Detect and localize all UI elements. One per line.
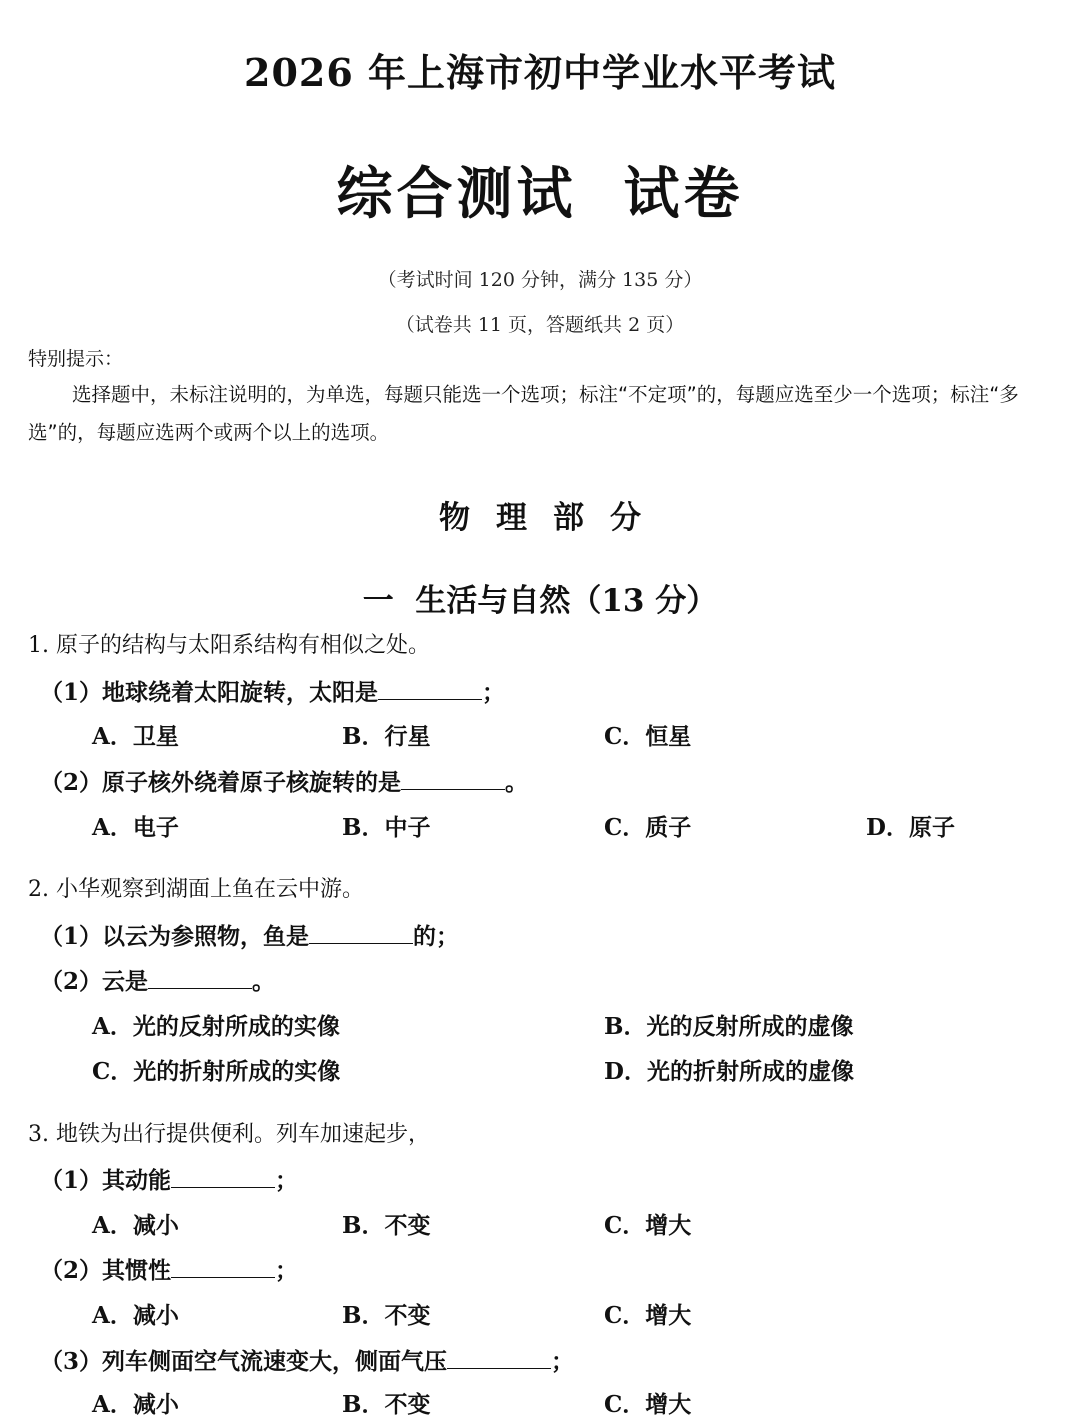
answer-blank[interactable] (171, 1165, 275, 1188)
sub-text-end: ； (482, 679, 506, 706)
sub-text-end: ； (275, 1167, 299, 1194)
answer-blank[interactable] (309, 921, 413, 944)
option-a[interactable]: A．卫星 (92, 723, 179, 750)
sub-text-end: 。 (252, 968, 276, 995)
question-2-sub-2 (40, 963, 275, 996)
sub-text-end: ； (275, 1257, 299, 1284)
sub-text-end: 。 (505, 769, 529, 796)
option-a[interactable]: A．光的反射所成的实像 (92, 1013, 340, 1040)
question-3-sub-1 (40, 1162, 298, 1195)
option-a[interactable]: A．减小 (92, 1302, 179, 1329)
sub-text: （1）地球绕着太阳旋转，太阳是 (40, 679, 379, 706)
question-3-stem: 3. 地铁为出行提供便利。列车加速起步， (28, 1122, 430, 1147)
part-title: 一 生活与自然（13 分） (362, 583, 718, 619)
question-3-sub-3 (40, 1343, 574, 1376)
sub-text: （3）列车侧面空气流速变大，侧面气压 (40, 1348, 448, 1375)
section-title: 物理部分 (439, 500, 667, 536)
option-d[interactable]: D．光的折射所成的虚像 (604, 1058, 854, 1085)
sub-text: （2）云是 (40, 968, 149, 995)
option-c[interactable]: C．增大 (604, 1212, 692, 1239)
option-d[interactable]: D．原子 (866, 814, 955, 841)
question-3-sub-2 (40, 1252, 298, 1285)
option-a[interactable]: A．电子 (92, 814, 179, 841)
question-2-sub-1 (40, 918, 459, 951)
question-1-stem: 1. 原子的结构与太阳系结构有相似之处。 (28, 633, 430, 658)
option-b[interactable]: B．光的反射所成的虚像 (604, 1013, 854, 1040)
exam-time-info: （考试时间 120 分钟，满分 135 分） (377, 269, 703, 291)
option-b[interactable]: B．不变 (342, 1212, 431, 1239)
question-2-stem: 2. 小华观察到湖面上鱼在云中游。 (28, 877, 364, 902)
notice-label: 特别提示： (28, 348, 124, 370)
option-c[interactable]: C．恒星 (604, 723, 692, 750)
question-1-sub-2 (40, 764, 528, 797)
option-a[interactable]: A．减小 (92, 1212, 179, 1239)
sub-text: （2）原子核外绕着原子核旋转的是 (40, 769, 402, 796)
option-c[interactable]: C．增大 (604, 1391, 692, 1418)
option-b[interactable]: B．不变 (342, 1302, 431, 1329)
question-1-sub-1 (40, 674, 505, 707)
answer-blank[interactable] (378, 677, 482, 700)
option-c[interactable]: C．光的折射所成的实像 (92, 1058, 341, 1085)
notice-text: 选择题中，未标注说明的，为单选，每题只能选一个选项；标注“不定项”的，每题应选至少一个选项；标注“多选”的，每题应选两个或两个以上的选项。 (28, 383, 1019, 444)
answer-blank[interactable] (148, 966, 252, 989)
sub-text-end: ； (551, 1348, 575, 1375)
option-c[interactable]: C．质子 (604, 814, 692, 841)
answer-blank[interactable] (401, 767, 505, 790)
paper-title: 综合测试 试卷 (336, 161, 744, 227)
sub-text: （2）其惯性 (40, 1257, 172, 1284)
exam-title: 2026 年上海市初中学业水平考试 (244, 50, 836, 95)
exam-pages-info: （试卷共 11 页，答题纸共 2 页） (395, 314, 685, 336)
sub-text-end: 的； (413, 923, 460, 950)
option-c[interactable]: C．增大 (604, 1302, 692, 1329)
answer-blank[interactable] (171, 1255, 275, 1278)
answer-blank[interactable] (447, 1346, 551, 1369)
option-b[interactable]: B．行星 (342, 723, 431, 750)
option-a[interactable]: A．减小 (92, 1391, 179, 1418)
sub-text: （1）以云为参照物，鱼是 (40, 923, 310, 950)
option-b[interactable]: B．不变 (342, 1391, 431, 1418)
sub-text: （1）其动能 (40, 1167, 172, 1194)
option-b[interactable]: B．中子 (342, 814, 431, 841)
